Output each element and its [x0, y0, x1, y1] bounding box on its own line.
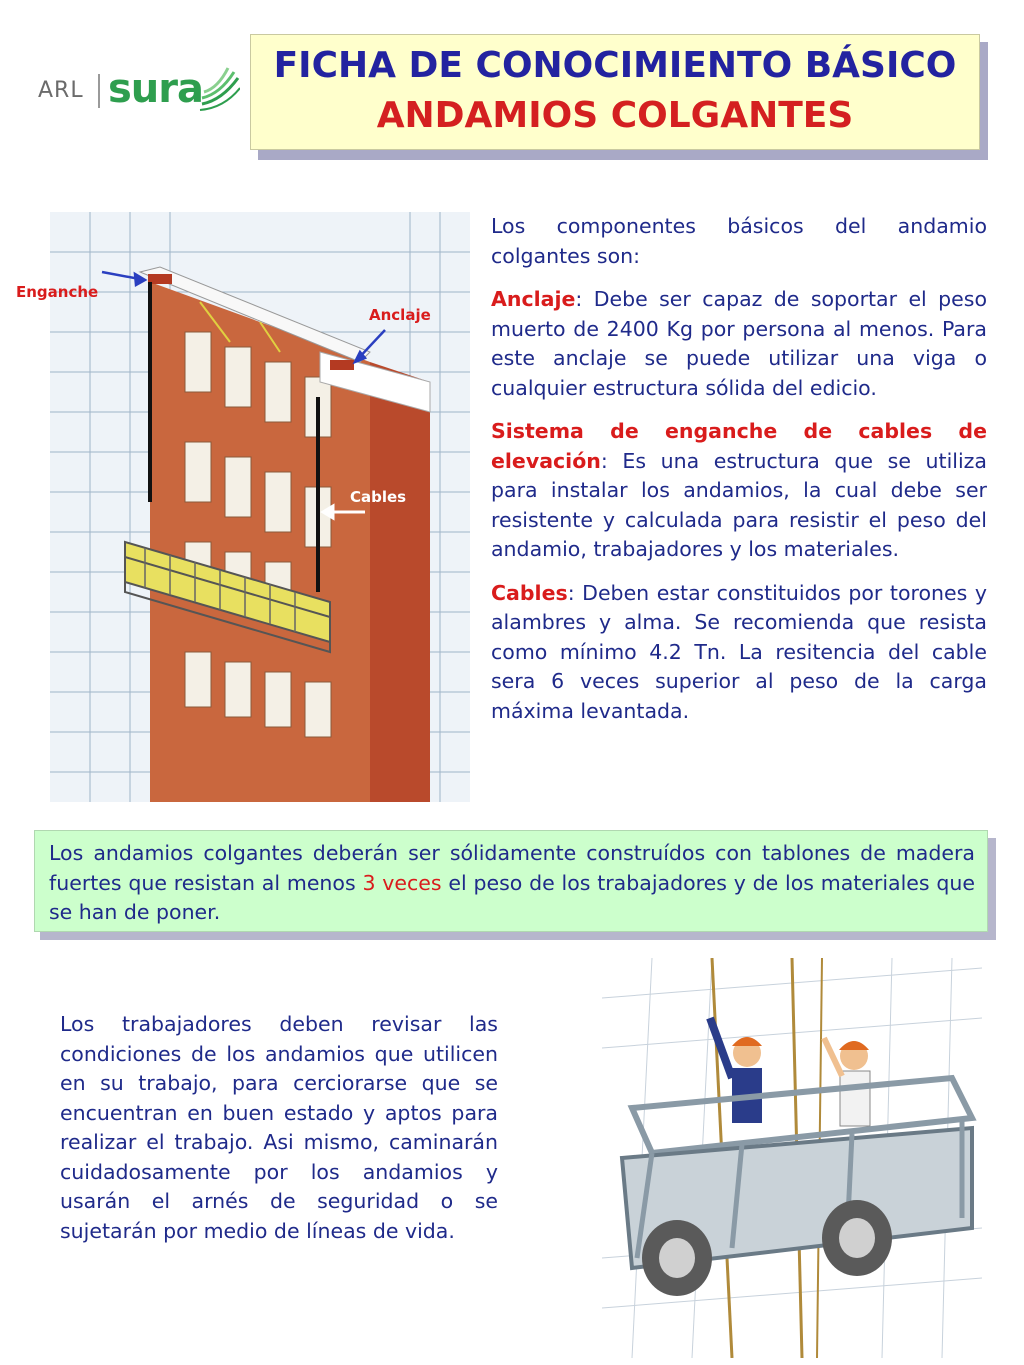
label-cables: Cables: [350, 488, 407, 506]
note-highlight: 3 veces: [362, 870, 442, 895]
anclaje-term: Anclaje: [491, 287, 576, 311]
page-subtitle: ANDAMIOS COLGANTES: [376, 95, 854, 136]
sistema-term: Sistema de enganche de cables de elevación: [491, 419, 987, 473]
sistema-paragraph: [491, 417, 987, 565]
logo-divider: [98, 74, 100, 108]
logo-sura-text: sura: [108, 66, 204, 112]
arl-sura-logo: [38, 64, 238, 120]
cables-term: Cables: [491, 580, 568, 605]
workers-paragraph: Los trabajadores deben revisar las condiciones de los andamios que utilicen en su trabajo, para cerciorarse que se encuentran en buen estado y aptos para realizar el trabajo. Asi mismo, caminarán cuidadosamente por los andamios y usarán el arnés de seguridad o se sujetarán por medio de líneas de vida.: [60, 1012, 498, 1243]
note-text-after: el peso de los trabajadores y de los materiales que se han de poner.: [49, 870, 975, 924]
page-title: FICHA DE CONOCIMIENTO BÁSICO: [273, 45, 957, 86]
note-text-before: Los andamios colgantes deberán ser sólidamente construídos con tablones de madera fuertes que resistan al menos: [49, 841, 975, 895]
sistema-text: : Es una estructura que se utiliza para instalar los andamios, la cual debe ser resistente y calculada para resistir el peso del andamio, trabajadores y los materiales.: [491, 448, 987, 561]
cables-text: : Deben estar constituidos por torones y alambres y alma. Se recomienda que resista como mínimo 4.2 Tn. La resitencia del cable sera 6 veces superior al peso de la carga máxima levantada.: [491, 580, 987, 723]
label-anclaje: Anclaje: [369, 306, 431, 324]
anclaje-text: : Debe ser capaz de soportar el peso muerto de 2400 Kg por persona al menos. Para este anclaje se puede utilizar una viga o cualquier estructura sólida del edicio.: [491, 287, 987, 400]
components-intro: Los componentes básicos del andamio colgantes son:: [491, 214, 987, 268]
anclaje-paragraph: [491, 285, 987, 403]
logo-arl-text: ARL: [38, 78, 84, 103]
components-description: [491, 212, 987, 740]
workers-platform-illustration: [592, 958, 992, 1358]
note-box: [34, 830, 988, 932]
sura-wing-icon: [198, 64, 240, 114]
cables-paragraph: [491, 579, 987, 727]
title-box: [250, 34, 980, 150]
label-enganche: Enganche: [16, 283, 99, 301]
